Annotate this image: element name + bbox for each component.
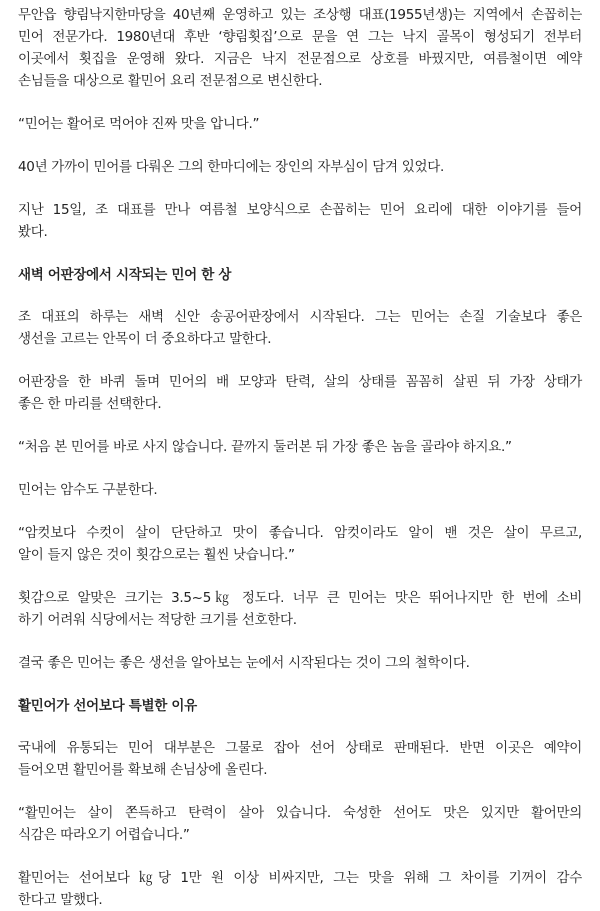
paragraph-price — [18, 867, 582, 911]
text-line: 조 대표의 하루는 새벽 신안 송공어판장에서 시작된다. 그는 민어는 손질 기술보다 좋은 — [18, 309, 582, 325]
paragraph-quote-4 — [18, 802, 582, 846]
text-line: 이곳에서 횟집을 운영해 왔다. 지금은 낙지 전문점으로 상호를 바꿨지만, 여름철이면 예약 — [18, 51, 582, 67]
section-heading-1: 새벽 어판장에서 시작되는 민어 한 상 — [18, 267, 232, 283]
text-line: 횟감으로 알맞은 크기는 3.5~5㎏ 정도다. 너무 큰 민어는 맛은 뛰어나지만 한 번에 소비 — [18, 590, 582, 606]
paragraph-sex — [18, 479, 582, 501]
text-line: 좋은 한 마리를 선택한다. — [18, 396, 162, 412]
text-line: 40년 가까이 민어를 다뤄온 그의 한마디에는 장인의 자부심이 담겨 있었다. — [18, 159, 444, 175]
text-line: 민어는 암수도 구분한다. — [18, 482, 158, 498]
section-heading-2: 활민어가 선어보다 특별한 이유 — [18, 698, 197, 714]
text-line: 어판장을 한 바퀴 돌며 민어의 배 모양과 탄력, 살의 상태를 꼼꼼히 살핀 뒤 가장 상태가 — [18, 374, 583, 390]
text-line: 활민어는 선어보다 ㎏당 1만 원 이상 비싸지만, 그는 맛을 위해 그 차이를 기꺼이 감수 — [18, 870, 582, 886]
text-line: “암컷보다 수컷이 살이 단단하고 맛이 좋습니다. 암컷이라도 알이 밴 것은 살이 무르고, — [18, 525, 582, 541]
text-line: 민어 전문가다. 1980년대 후반 ‘향림횟집’으로 문을 연 그는 낙지 골목이 형성되기 전부터 — [18, 29, 582, 45]
text-line: 하기 어려워 식당에서는 적당한 크기를 선호한다. — [18, 612, 297, 628]
text-line: 알이 들지 않은 것이 횟감으로는 훨씬 낫습니다.” — [18, 547, 295, 563]
text-line: “활민어는 살이 쫀득하고 탄력이 살아 있습니다. 숙성한 선어도 맛은 있지만 활어만의 — [18, 805, 582, 821]
text-line: 생선을 고르는 안목이 더 중요하다고 말한다. — [18, 331, 272, 347]
paragraph-quote-3 — [18, 522, 582, 566]
paragraph-interview — [18, 199, 582, 243]
paragraph-pride — [18, 156, 582, 178]
text-line: “민어는 활어로 먹어야 진짜 맛을 압니다.” — [18, 116, 260, 132]
paragraph-morning — [18, 306, 582, 350]
paragraph-size — [18, 587, 582, 631]
text-line: 한다고 말했다. — [18, 892, 103, 908]
text-line: 결국 좋은 민어는 좋은 생선을 알아보는 눈에서 시작된다는 것이 그의 철학이다. — [18, 655, 470, 671]
text-line: 지난 15일, 조 대표를 만나 여름철 보양식으로 손꼽히는 민어 요리에 대한 이야기를 들어 — [18, 202, 582, 218]
text-line: 손님들을 대상으로 활민어 요리 전문점으로 변신한다. — [18, 73, 323, 89]
text-line: 봤다. — [18, 224, 48, 240]
paragraph-quote-2 — [18, 436, 582, 458]
text-line: “처음 본 민어를 바로 사지 않습니다. 끝까지 둘러본 뒤 가장 좋은 놈을 골라야 하지요.” — [18, 439, 512, 455]
text-line: 무안읍 향림낙지한마당을 40년째 운영하고 있는 조상행 대표(1955년생)는 지역에서 손꼽히는 — [18, 7, 582, 23]
paragraph-philosophy — [18, 652, 582, 674]
paragraph-quote-1 — [18, 113, 582, 135]
text-line: 국내에 유통되는 민어 대부분은 그물로 잡아 선어 상태로 판매된다. 반면 이곳은 예약이 — [18, 740, 582, 756]
text-line: 들어오면 활민어를 확보해 손님상에 올린다. — [18, 762, 268, 778]
paragraph-selection — [18, 371, 582, 415]
paragraph-distribution — [18, 737, 582, 781]
text-line: 식감은 따라오기 어렵습니다.” — [18, 827, 190, 843]
paragraph-intro — [18, 4, 582, 92]
